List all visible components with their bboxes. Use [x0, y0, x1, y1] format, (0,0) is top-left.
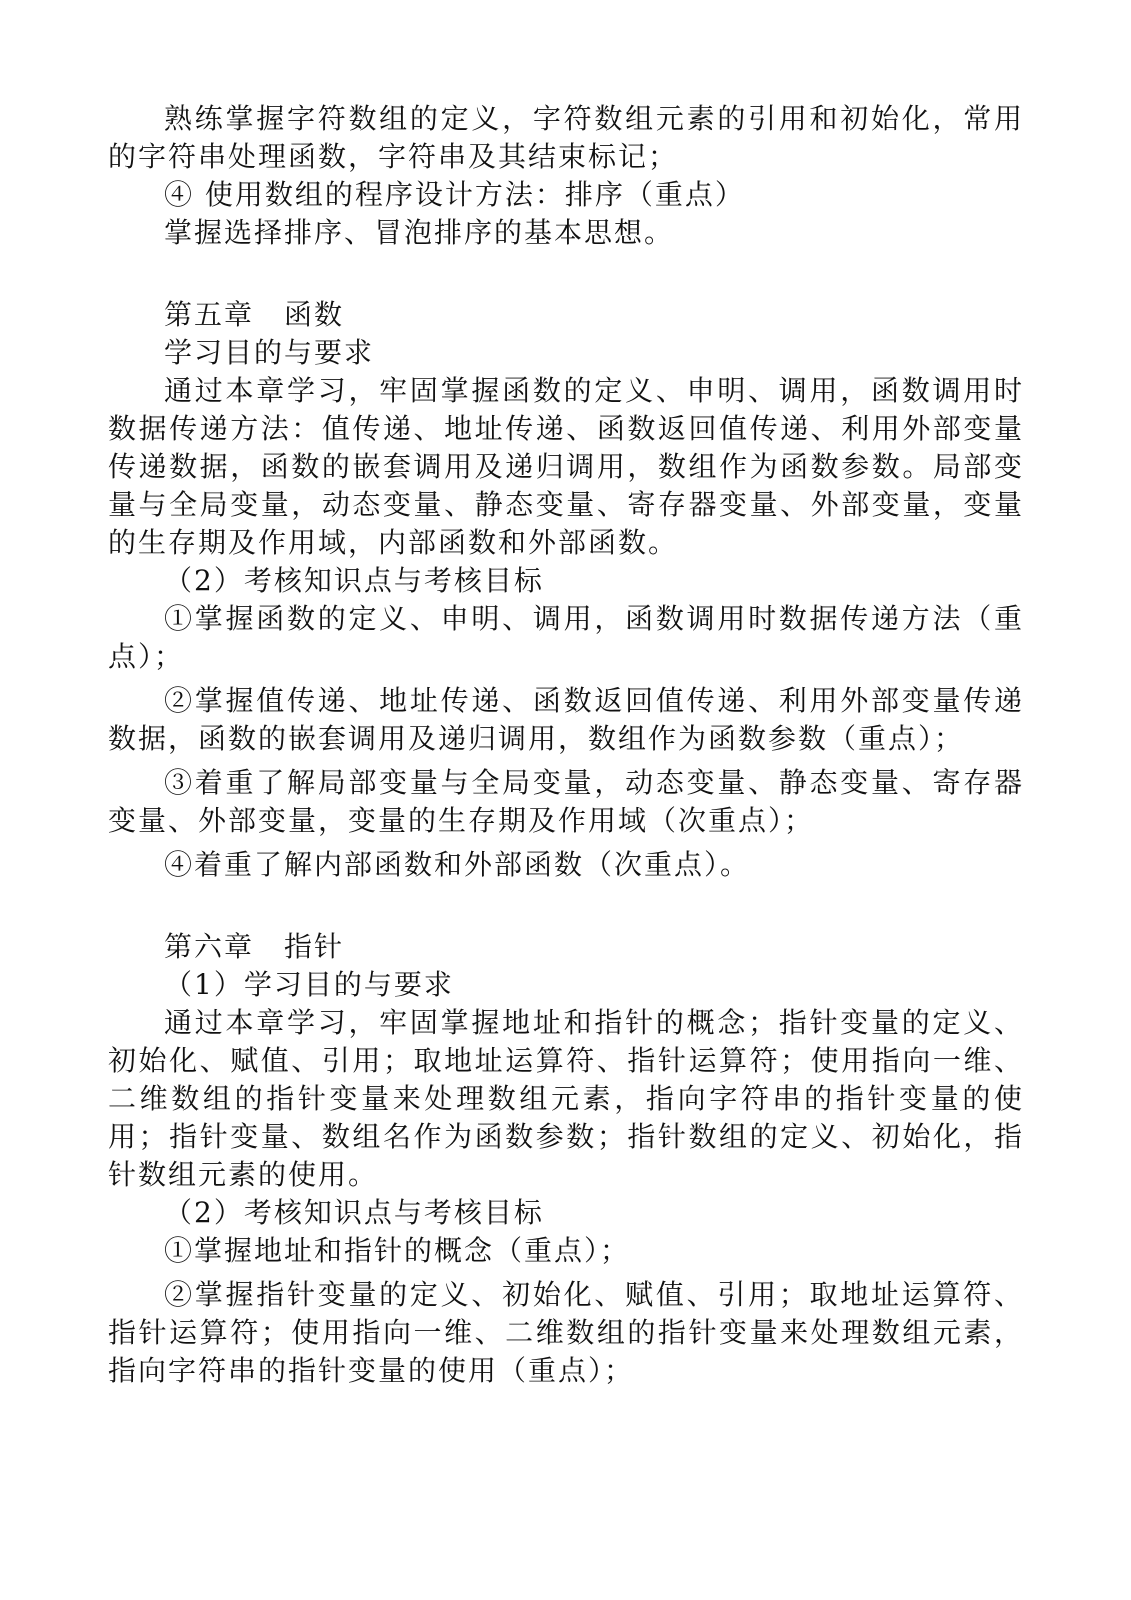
ch6-item-1: ①掌握地址和指针的概念（重点）；	[164, 1234, 631, 1267]
ch4-sorting-item: ④ 使用数组的程序设计方法：排序（重点）	[164, 178, 745, 211]
document-page	[108, 100, 1024, 1390]
ch6-item-2: ②掌握指针变量的定义、初始化、赋值、引用；取地址运算符、指针运算符；使用指向一维、二维数组的指针变量来处理数组元素，指向字符串的指针变量的使用（重点）；	[108, 1278, 1024, 1387]
ch6-title: 第六章 指针	[164, 930, 345, 963]
ch5-goal-paragraph: 通过本章学习，牢固掌握函数的定义、申明、调用，函数调用时数据传递方法：值传递、地址传递、函数返回值传递、利用外部变量传递数据，函数的嵌套调用及递归调用，数组作为函数参数。局部变量与全局变量，动态变量、静态变量、寄存器变量、外部变量，变量的生存期及作用域，内部函数和外部函数。	[108, 374, 1024, 559]
section-gap	[108, 884, 1024, 928]
ch6-assess-heading: （2）考核知识点与考核目标	[164, 1196, 544, 1229]
ch6-goal-paragraph: 通过本章学习，牢固掌握地址和指针的概念；指针变量的定义、初始化、赋值、引用；取地址运算符、指针运算符；使用指向一维、二维数组的指针变量来处理数组元素，指向字符串的指针变量的使用；指针变量、数组名作为函数参数；指针数组的定义、初始化，指针数组元素的使用。	[108, 1006, 1024, 1191]
ch4-sorting-paragraph: 掌握选择排序、冒泡排序的基本思想。	[164, 216, 675, 249]
ch5-title: 第五章 函数	[164, 298, 345, 331]
ch5-item-2: ②掌握值传递、地址传递、函数返回值传递、利用外部变量传递数据，函数的嵌套调用及递归调用，数组作为函数参数（重点）；	[108, 684, 1024, 755]
ch6-goal-heading: （1）学习目的与要求	[164, 968, 454, 1001]
ch5-goal-heading: 学习目的与要求	[164, 336, 375, 369]
ch4-char-array-paragraph: 熟练掌握字符数组的定义，字符数组元素的引用和初始化，常用的字符串处理函数，字符串及其结束标记；	[108, 102, 1024, 173]
section-gap	[108, 252, 1024, 296]
ch5-item-4: ④着重了解内部函数和外部函数（次重点）。	[164, 848, 751, 881]
ch5-item-1: ①掌握函数的定义、申明、调用，函数调用时数据传递方法（重点）；	[108, 602, 1024, 673]
ch5-item-3: ③着重了解局部变量与全局变量，动态变量、静态变量、寄存器变量、外部变量，变量的生存期及作用域（次重点）；	[108, 766, 1024, 837]
ch5-assess-heading: （2）考核知识点与考核目标	[164, 564, 544, 597]
